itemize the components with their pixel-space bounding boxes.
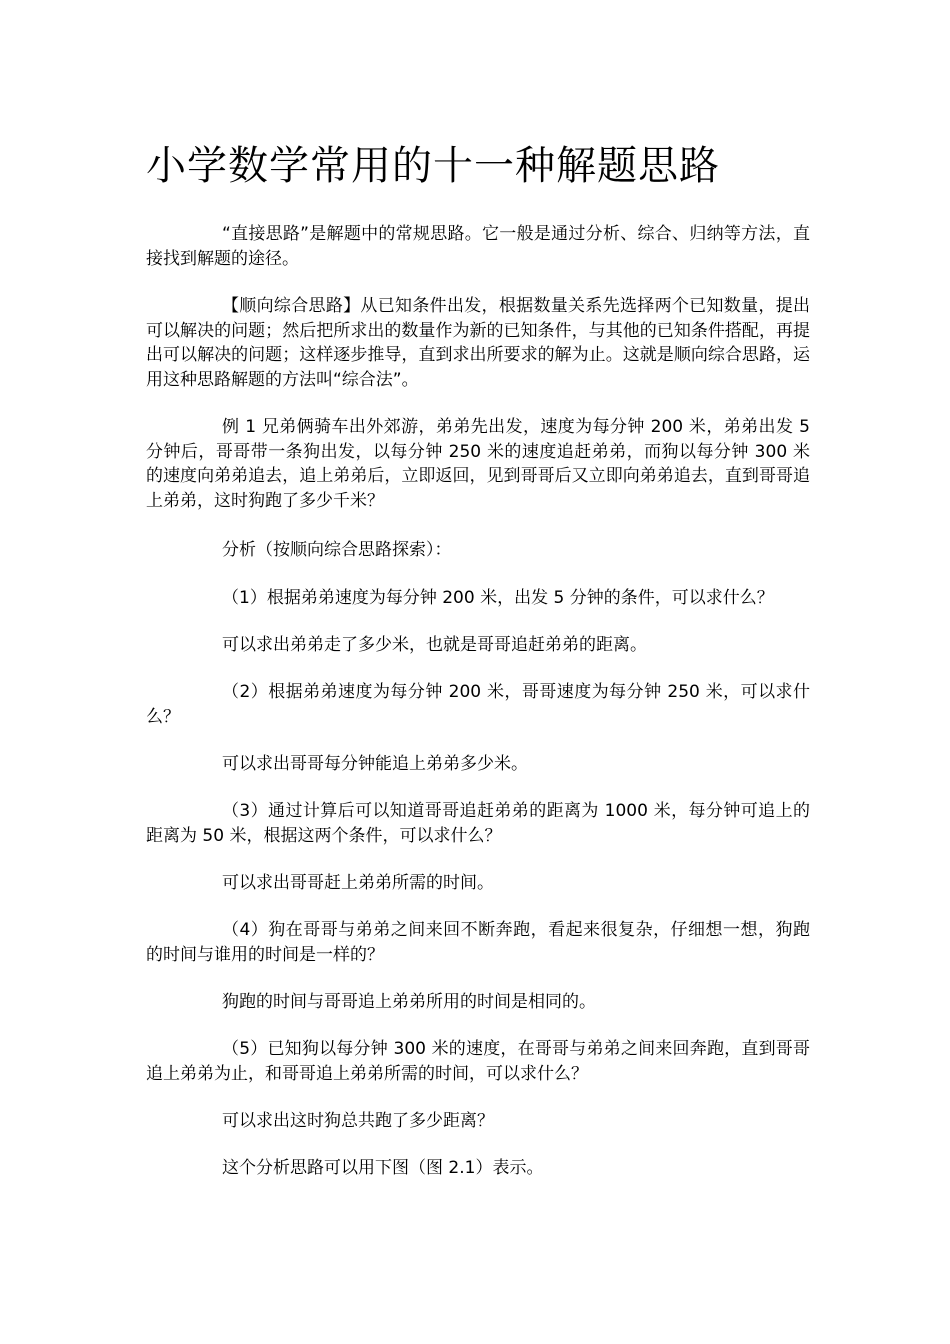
- paragraph-figure-reference: 这个分析思路可以用下图（图 2.1）表示。: [222, 1158, 544, 1178]
- document-title: 小学数学常用的十一种解题思路: [146, 143, 720, 189]
- paragraph-question-4: （4）狗在哥哥与弟弟之间来回不断奔跑，看起来很复杂，仔细想一想，狗跑的时间与谁用的时间是一样的？: [146, 920, 810, 965]
- paragraph-forward-synthesis: 【顺向综合思路】从已知条件出发，根据数量关系先选择两个已知数量，提出可以解决的问题；然后把所求出的数量作为新的已知条件，与其他的已知条件搭配，再提出可以解决的问题；这样逐步推导，直到求出所要求的解为止。这就是顺向综合思路，运用这种思路解题的方法叫“综合法”。: [146, 296, 810, 390]
- paragraph-analysis-heading: 分析（按顺向综合思路探索）：: [222, 540, 452, 560]
- paragraph-example-1: 例 1 兄弟俩骑车出外郊游，弟弟先出发，速度为每分钟 200 米，弟弟出发 5 分钟后，哥哥带一条狗出发，以每分钟 250 米的速度追赶弟弟，而狗以每分钟 300 米的速度向弟弟追去，追上弟弟后，立即返回，见到哥哥后又立即向弟弟追去，直到哥哥追上弟弟，这时狗跑了多少千米？: [146, 417, 810, 511]
- paragraph-answer-2: 可以求出哥哥每分钟能追上弟弟多少米。: [222, 754, 528, 774]
- paragraph-question-2: （2）根据弟弟速度为每分钟 200 米，哥哥速度为每分钟 250 米，可以求什么？: [146, 682, 810, 727]
- paragraph-question-3: （3）通过计算后可以知道哥哥追赶弟弟的距离为 1000 米，每分钟可追上的距离为 50 米，根据这两个条件，可以求什么？: [146, 801, 810, 846]
- paragraph-answer-4: 狗跑的时间与哥哥追上弟弟所用的时间是相同的。: [222, 992, 596, 1012]
- paragraph-answer-3: 可以求出哥哥赶上弟弟所需的时间。: [222, 873, 494, 893]
- paragraph-question-5: （5）已知狗以每分钟 300 米的速度，在哥哥与弟弟之间来回奔跑，直到哥哥追上弟弟为止，和哥哥追上弟弟所需的时间，可以求什么？: [146, 1039, 810, 1084]
- paragraph-question-1: （1）根据弟弟速度为每分钟 200 米，出发 5 分钟的条件，可以求什么？: [222, 588, 774, 608]
- paragraph-direct-thinking: “直接思路”是解题中的常规思路。它一般是通过分析、综合、归纳等方法，直接找到解题的途径。: [146, 224, 810, 269]
- paragraph-answer-1: 可以求出弟弟走了多少米，也就是哥哥追赶弟弟的距离。: [222, 635, 647, 655]
- paragraph-answer-5: 可以求出这时狗总共跑了多少距离？: [222, 1111, 494, 1131]
